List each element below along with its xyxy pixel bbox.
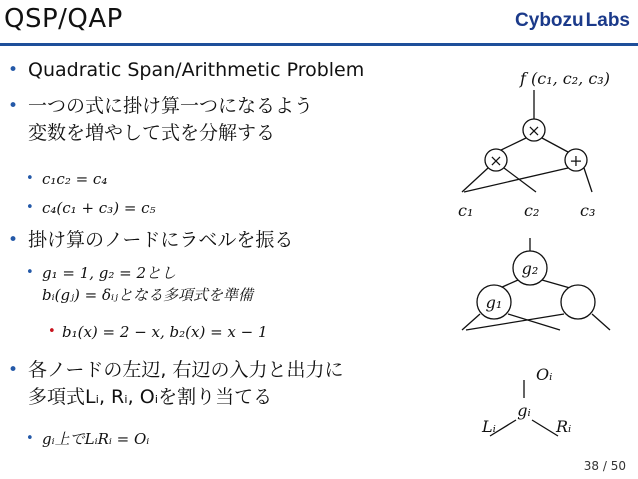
bullet-assign-polys	[8, 357, 344, 411]
leaf-c3: c₃	[580, 201, 596, 220]
cybozu-labs-logo	[515, 10, 630, 32]
edge-left-c1	[462, 168, 488, 192]
gate-node-right	[561, 285, 595, 319]
bullet-text: 掛け算のノードにラベルを振る	[28, 229, 294, 251]
edge-top-right	[542, 138, 568, 152]
equation-line2: bᵢ(gⱼ) = δᵢⱼとなる多項式を準備	[42, 286, 254, 304]
bullet-dot-icon: •	[8, 360, 19, 380]
equation: b₁(x) = 2 − x, b₂(x) = x − 1	[62, 323, 268, 341]
gate-edge-right	[542, 280, 570, 288]
logo-suffix: Labs	[585, 10, 630, 31]
bullet-dot-icon: •	[26, 171, 34, 186]
bullet-dot-icon: •	[8, 60, 19, 80]
edge-right-c3	[584, 168, 592, 192]
sub-sub-bullet-b	[48, 321, 268, 343]
left-input-label: Lᵢ	[482, 417, 496, 436]
right-input-label: Rᵢ	[556, 417, 572, 436]
page-number: 38 / 50	[583, 459, 626, 473]
bullet-dot-icon: •	[26, 431, 34, 446]
output-label: Oᵢ	[536, 365, 553, 384]
sub-bullet-lro	[26, 428, 149, 450]
bullet-label-nodes	[8, 227, 293, 254]
gate-label-diagram	[460, 238, 638, 348]
equation: c₄(c₁ + c₃) = c₅	[42, 199, 156, 217]
bullet-dot-icon: •	[8, 230, 19, 250]
expression-tree-diagram	[440, 60, 638, 230]
equation: c₁c₂ = c₄	[42, 170, 108, 188]
bullet-text-line1: 一つの式に掛け算一つになるよう	[28, 95, 314, 117]
equation: gᵢ上でLᵢRᵢ = Oᵢ	[42, 430, 150, 448]
leaf-c1: c₁	[458, 201, 474, 220]
bullet-decompose	[8, 93, 313, 147]
node-label: gᵢ	[517, 401, 531, 420]
sub-bullet-polynomials	[26, 262, 253, 306]
multiply-op-top: ×	[527, 121, 541, 140]
slide-header	[0, 0, 638, 44]
bullet-dot-icon: •	[8, 96, 19, 116]
header-rule	[0, 43, 638, 46]
bullet-qsp-qap	[8, 57, 364, 84]
edge-left-c2	[504, 168, 536, 192]
multiply-op-left: ×	[489, 151, 503, 170]
lro-node-diagram	[470, 360, 600, 440]
bullet-text-line2: 変数を増やして式を分解する	[28, 122, 276, 144]
add-op-right: +	[569, 151, 583, 170]
root-function-label: f (c₁, c₂, c₃)	[520, 69, 610, 88]
gate-label-g1: g₁	[485, 293, 503, 312]
leaf-c2: c₂	[524, 201, 540, 220]
slide-title: QSP/QAP	[4, 4, 123, 34]
logo-text: Cybozu	[515, 10, 584, 31]
gate-label-g2: g₂	[521, 259, 539, 278]
sub-bullet-eq1	[26, 168, 107, 190]
gate-leaf-edge	[592, 314, 610, 330]
right-input-edge	[532, 420, 558, 436]
bullet-text-line1: 各ノードの左辺, 右辺の入力と出力に	[28, 359, 344, 381]
bullet-text: Quadratic Span/Arithmetic Problem	[28, 59, 365, 81]
bullet-text-line2: 多項式Lᵢ, Rᵢ, Oᵢを割り当てる	[28, 386, 273, 408]
bullet-dot-icon: •	[48, 324, 56, 339]
bullet-dot-icon: •	[26, 200, 34, 215]
equation-line1: g₁ = 1, g₂ = 2とし	[42, 264, 177, 282]
bullet-dot-icon: •	[26, 265, 34, 280]
edge-right-c1	[464, 168, 568, 192]
sub-bullet-eq2	[26, 197, 156, 219]
